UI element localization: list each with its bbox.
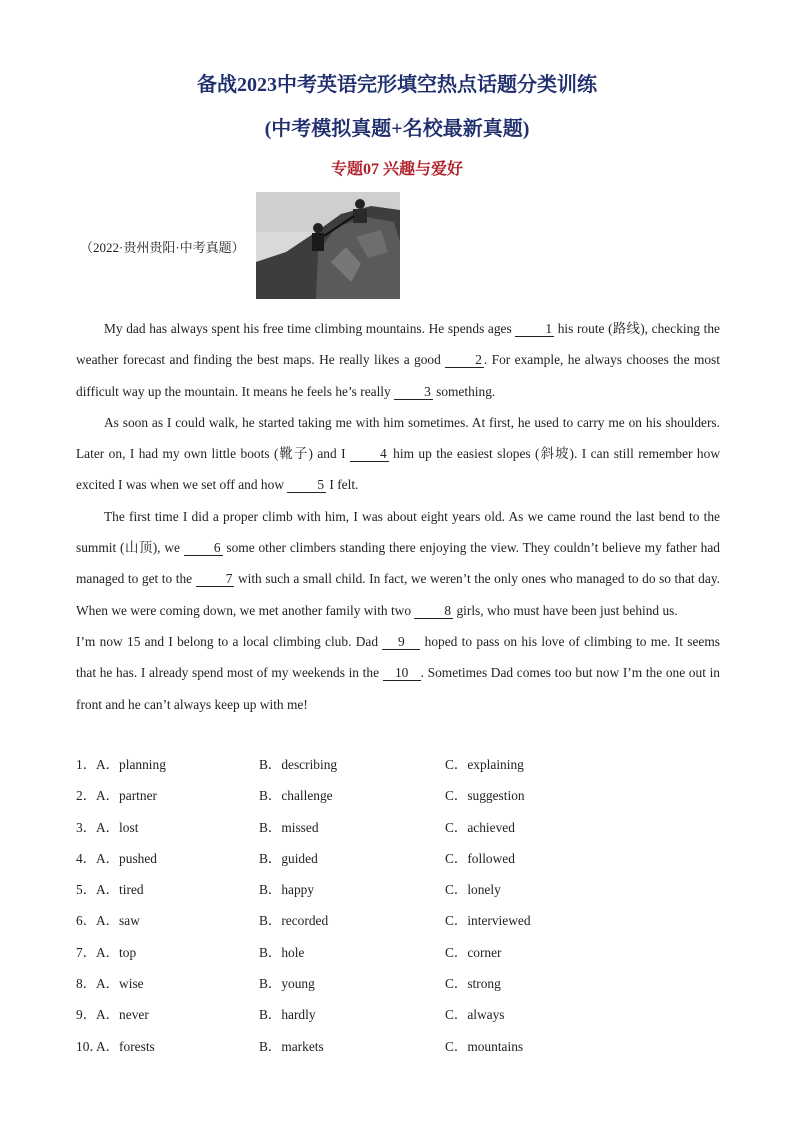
blank-3: 3 bbox=[394, 385, 433, 400]
option-c: C．followed bbox=[445, 850, 515, 866]
option-b: B．guided bbox=[259, 850, 318, 866]
question-row bbox=[76, 936, 726, 967]
paragraph-2 bbox=[76, 407, 720, 501]
question-row bbox=[76, 967, 726, 998]
blank-6: 6 bbox=[184, 541, 223, 556]
question-number: 4． bbox=[76, 850, 97, 866]
answer-options bbox=[76, 748, 726, 1061]
source-label: （2022·贵州贵阳·中考真题） bbox=[80, 240, 245, 255]
passage-text: My dad has always spent his free time climbing mountains. He spends ages bbox=[104, 321, 516, 336]
question-row bbox=[76, 779, 726, 810]
option-c: C．achieved bbox=[445, 819, 515, 835]
option-b: B．hardly bbox=[259, 1007, 316, 1023]
option-a: A．tired bbox=[96, 882, 144, 898]
paragraph-3 bbox=[76, 501, 720, 626]
option-a: A．lost bbox=[96, 819, 139, 835]
option-a: A．top bbox=[96, 944, 137, 960]
paragraph-1 bbox=[76, 313, 720, 407]
option-c: C．always bbox=[445, 1007, 505, 1023]
question-row bbox=[76, 811, 726, 842]
option-c: C．lonely bbox=[445, 882, 501, 898]
option-b: B．hole bbox=[259, 944, 305, 960]
climbing-photo bbox=[256, 192, 400, 299]
passage-text: As soon as I could walk, he started taking me with him sometimes. At first, he used to carry me on his shoulders. Later on, I had my own little boots (靴子) and I bbox=[76, 414, 720, 462]
passage-text: hoped to pass on his love of climbing to me. It seems that he has. I already spend most of my weekends in the bbox=[76, 633, 720, 681]
question-row bbox=[76, 998, 726, 1029]
option-a: A．wise bbox=[96, 976, 144, 992]
option-c: C．mountains bbox=[445, 1038, 524, 1054]
option-c: C．suggestion bbox=[445, 788, 525, 804]
option-a: A．pushed bbox=[96, 850, 157, 866]
document-title: 备战2023中考英语完形填空热点话题分类训练 bbox=[197, 74, 597, 96]
option-c: C．strong bbox=[445, 976, 501, 992]
option-c: C．corner bbox=[445, 944, 502, 960]
blank-4: 4 bbox=[350, 447, 389, 462]
question-row bbox=[76, 1030, 726, 1061]
cloze-passage bbox=[76, 313, 720, 720]
blank-2: 2 bbox=[445, 353, 484, 368]
passage-text: I felt. bbox=[326, 477, 359, 493]
option-c: C．explaining bbox=[445, 757, 524, 772]
passage-text: him up the easiest slopes (斜坡). I can still remember how excited I was when we set off and how bbox=[76, 446, 720, 493]
question-number: 5． bbox=[76, 882, 97, 898]
question-row bbox=[76, 904, 726, 935]
question-number: 2． bbox=[76, 788, 97, 804]
blank-10: 10 bbox=[383, 666, 421, 681]
passage-text: some other climbers standing there enjoying the view. They couldn’t believe my father had managed to get to the bbox=[76, 540, 720, 587]
question-number: 1． bbox=[76, 757, 97, 772]
question-number: 6． bbox=[76, 913, 97, 929]
blank-7: 7 bbox=[196, 572, 235, 587]
option-b: B．markets bbox=[259, 1038, 324, 1054]
passage-text: with such a small child. In fact, we weren’t the only ones who managed to do so that day. When we were coming down, we met another family with two bbox=[76, 571, 720, 618]
option-b: B．recorded bbox=[259, 913, 329, 929]
blank-9: 9 bbox=[382, 635, 420, 650]
paragraph-4 bbox=[76, 626, 720, 720]
option-a: A．saw bbox=[96, 913, 140, 929]
option-b: B．young bbox=[259, 976, 315, 992]
blank-5: 5 bbox=[287, 478, 326, 493]
question-row bbox=[76, 842, 726, 873]
option-a: A．planning bbox=[96, 757, 166, 772]
blank-1: 1 bbox=[515, 322, 554, 337]
topic-heading: 专题07 兴趣与爱好 bbox=[330, 161, 463, 178]
question-number: 3． bbox=[76, 819, 97, 835]
passage-text: girls, who must have been just behind us. bbox=[453, 602, 678, 618]
passage-text: . Sometimes Dad comes too but now I’m the one out in front and he can’t always keep up with me! bbox=[76, 665, 720, 712]
passage-text: something. bbox=[432, 383, 496, 399]
option-a: A．partner bbox=[96, 788, 157, 804]
blank-8: 8 bbox=[414, 604, 453, 619]
passage-text: I’m now 15 and I belong to a local climbing club. Dad bbox=[76, 633, 383, 649]
question-number: 8． bbox=[76, 976, 97, 992]
question-row bbox=[76, 873, 726, 904]
option-b: B．missed bbox=[259, 819, 319, 835]
option-b: B．describing bbox=[259, 757, 338, 772]
document-subtitle: (中考模拟真题+名校最新真题) bbox=[264, 118, 530, 140]
question-number: 7． bbox=[76, 944, 97, 960]
passage-text: The first time I did a proper climb with him, I was about eight years old. As we came round the last bend to the summit (山顶), we bbox=[76, 508, 720, 556]
option-a: A．never bbox=[96, 1007, 149, 1023]
passage-text: . For example, he always chooses the most difficult way up the mountain. It means he feels he’s really bbox=[76, 352, 720, 399]
option-c: C．interviewed bbox=[445, 913, 531, 929]
question-number: 9． bbox=[76, 1007, 97, 1023]
option-a: A．forests bbox=[96, 1038, 155, 1054]
option-b: B．challenge bbox=[259, 788, 333, 804]
question-row bbox=[76, 748, 726, 779]
question-number: 10． bbox=[76, 1038, 103, 1054]
option-b: B．happy bbox=[259, 882, 315, 898]
passage-text: his route (路线), checking the weather forecast and finding the best maps. He really likes a good bbox=[76, 321, 720, 368]
